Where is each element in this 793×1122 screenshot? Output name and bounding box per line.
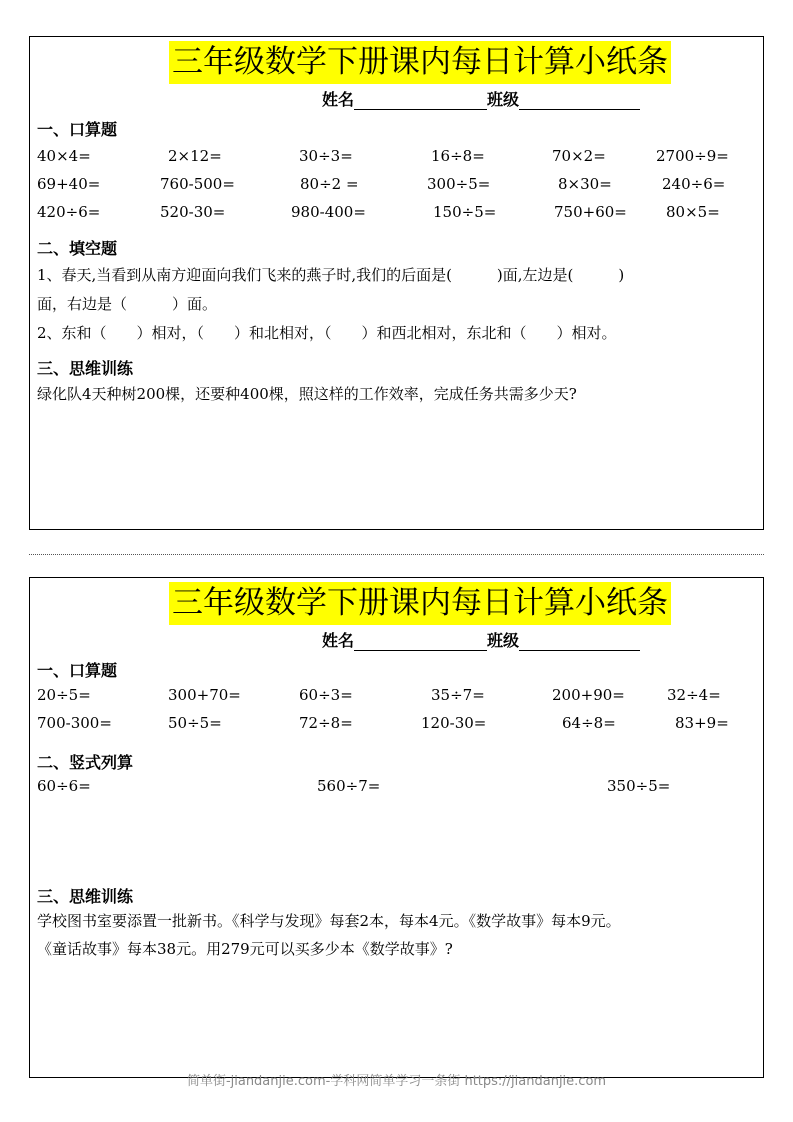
class-blank[interactable] [519, 632, 640, 651]
problem: 72÷8= [299, 714, 353, 732]
problem: 80÷2 = [300, 175, 359, 193]
section-heading-thinking: 三、思维训练 [37, 359, 134, 378]
vertical-calc-problem: 560÷7= [317, 777, 381, 795]
problem: 520-30= [160, 203, 226, 221]
name-label: 姓名 [322, 90, 355, 109]
problem: 760-500= [160, 175, 235, 193]
section-heading-mental-math: 一、口算题 [37, 120, 118, 139]
vertical-calc-problem: 60÷6= [37, 777, 91, 795]
section-heading-vertical-calc: 二、竖式列算 [37, 753, 134, 772]
problem: 200+90= [552, 686, 625, 704]
problem: 300+70= [168, 686, 241, 704]
problem: 300÷5= [427, 175, 491, 193]
problem: 2700÷9= [656, 147, 729, 165]
problem: 750+60= [554, 203, 627, 221]
class-blank[interactable] [519, 91, 640, 110]
problem: 40×4= [37, 147, 91, 165]
problem: 240÷6= [662, 175, 726, 193]
problem: 69+40= [37, 175, 101, 193]
problem: 120-30= [421, 714, 487, 732]
problem: 80×5= [666, 203, 720, 221]
problem: 980-400= [291, 203, 366, 221]
problem: 700-300= [37, 714, 112, 732]
problem: 60÷3= [299, 686, 353, 704]
name-blank[interactable] [354, 91, 487, 110]
word-problem-line: 《童话故事》每本38元。用279元可以买多少本《数学故事》? [37, 940, 453, 958]
class-label: 班级 [487, 631, 520, 650]
problem: 50÷5= [168, 714, 222, 732]
name-class-row [322, 87, 640, 109]
section-heading-thinking: 三、思维训练 [37, 887, 134, 906]
question-line: 2、东和（ ）相对，（ ）和北相对，（ ）和西北相对，东北和（ ）相对。 [37, 324, 617, 342]
footer-watermark: 简单街-jiandanjie.com-学科网简单学习一条街 https://jiandanjie.com [186, 1074, 607, 1089]
problem: 420÷6= [37, 203, 101, 221]
problem: 16÷8= [431, 147, 485, 165]
problem: 64÷8= [562, 714, 616, 732]
name-blank[interactable] [354, 632, 487, 651]
section-heading-fill-blank: 二、填空题 [37, 239, 118, 258]
problem: 20÷5= [37, 686, 91, 704]
cut-line-divider [29, 554, 764, 555]
problem: 83+9= [675, 714, 729, 732]
problem: 32÷4= [667, 686, 721, 704]
word-problem: 绿化队4天种树200棵，还要种400棵，照这样的工作效率，完成任务共需多少天? [37, 385, 577, 403]
problem: 35÷7= [431, 686, 485, 704]
word-problem-line: 学校图书室要添置一批新书。《科学与发现》每套2本，每本4元。《数学故事》每本9元。 [37, 912, 621, 930]
class-label: 班级 [487, 90, 520, 109]
question-line: 1、春天,当看到从南方迎面向我们飞来的燕子时,我们的后面是( )面,左边是( ) [37, 266, 625, 284]
problem: 2×12= [168, 147, 222, 165]
problem: 30÷3= [299, 147, 353, 165]
question-line: 面，右边是（ ）面。 [37, 295, 218, 313]
problem: 150÷5= [433, 203, 497, 221]
worksheet-title: 三年级数学下册课内每日计算小纸条 [169, 582, 671, 625]
worksheet-2 [29, 577, 764, 1078]
name-label: 姓名 [322, 631, 355, 650]
name-class-row [322, 628, 640, 650]
vertical-calc-problem: 350÷5= [607, 777, 671, 795]
section-heading-mental-math: 一、口算题 [37, 661, 118, 680]
problem: 70×2= [552, 147, 606, 165]
worksheet-1 [29, 36, 764, 530]
worksheet-title: 三年级数学下册课内每日计算小纸条 [169, 41, 671, 84]
problem: 8×30= [558, 175, 612, 193]
